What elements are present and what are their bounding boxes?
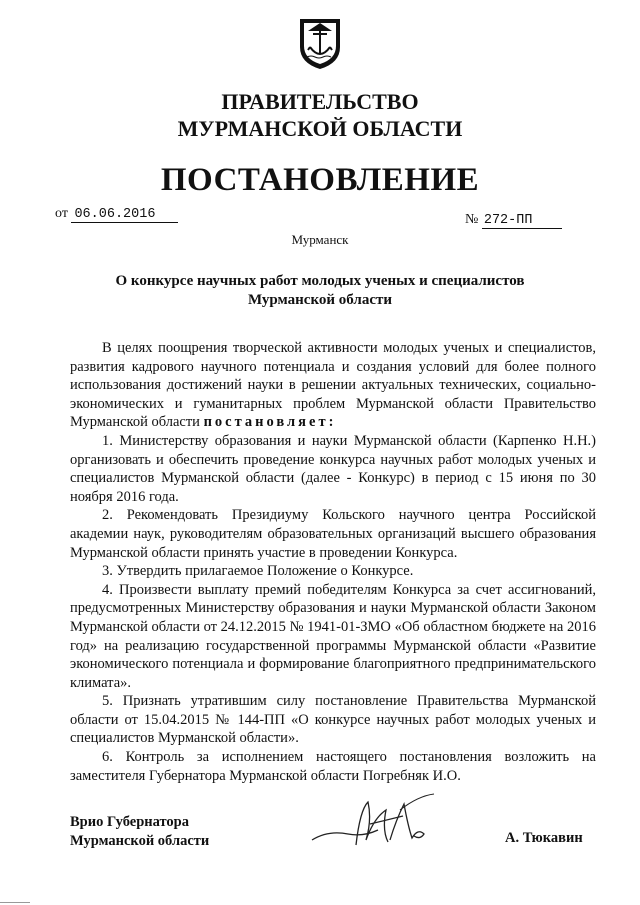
number-prefix: № — [465, 212, 479, 227]
subject-line1: О конкурсе научных работ молодых ученых и специалистов — [115, 273, 525, 289]
intro-paragraph — [70, 339, 596, 432]
paragraph-4: 4. Произвести выплату премий победителям Конкурса за счет ассигнований, предусмотренных Министерству образования и науки Мурманской области Законом Мурманской области от 24.12.2015 № 1941-01-ЗМО «Об областном бюджете на 2016 год» на реализацию государственной программы Мурманской области «Развитие экономического потенциала и формирование благоприятного предпринимательского климата». — [70, 581, 596, 691]
subject-line2: Мурманской области — [247, 292, 393, 308]
paragraph-5: 5. Признать утратившим силу постановление Правительства Мурманской области от 15.04.2015 № 144-ПП «О конкурсе научных работ молодых ученых и специалистов Мурманской области». — [70, 693, 596, 747]
footer-divider — [0, 902, 30, 903]
paragraph-6: 6. Контроль за исполнением настоящего постановления возложить на заместителя Губернатора Мурманской области Погребняк И.О. — [70, 749, 596, 784]
decree-subject — [60, 272, 580, 310]
signatory-name: А. Тюкавин — [505, 830, 583, 846]
signatory-position — [70, 813, 209, 850]
document-type-title: ПОСТАНОВЛЕНИЕ — [160, 162, 480, 198]
handwritten-signature — [308, 790, 438, 860]
resolves-word: постановляет: — [203, 414, 337, 431]
coat-of-arms-emblem — [297, 17, 343, 71]
decree-body — [70, 339, 596, 785]
position-line1: Врио Губернатора — [70, 814, 189, 830]
number-field — [465, 212, 562, 229]
paragraph-3: 3. Утвердить прилагаемое Положение о Конкурсе. — [102, 563, 414, 580]
date-field — [55, 206, 178, 223]
date-prefix: от — [55, 206, 68, 221]
government-title-line1: ПРАВИТЕЛЬСТВО — [221, 89, 419, 114]
position-line2: Мурманской области — [70, 832, 210, 849]
paragraph-1: 1. Министерству образования и науки Мурманской области (Карпенко Н.Н.) организовать и обеспечить проведение конкурса научных работ молодых ученых и специалистов Мурманской области (далее - Конкурс) в период с 15 июня по 30 ноября 2016 года. — [70, 432, 596, 505]
paragraph-2: 2. Рекомендовать Президиуму Кольского научного центра Российской академии наук, руководителям образовательных организаций высшего образования Мурманской области принять участие в проведении Конкурса. — [70, 507, 596, 561]
intro-text: В целях поощрения творческой активности молодых ученых и специалистов, развития кадрового научного потенциала и создания условий для более полного использования достижений науки в решении актуальных технических, социально-экономических и гуманитарных проблем Мурманской области Правительство Мурманской области — [70, 340, 596, 431]
number-value: 272-ПП — [482, 213, 562, 229]
city-name: Мурманск — [291, 232, 349, 247]
date-value: 06.06.2016 — [71, 207, 178, 223]
government-title-line2: МУРМАНСКОЙ ОБЛАСТИ — [177, 116, 463, 141]
